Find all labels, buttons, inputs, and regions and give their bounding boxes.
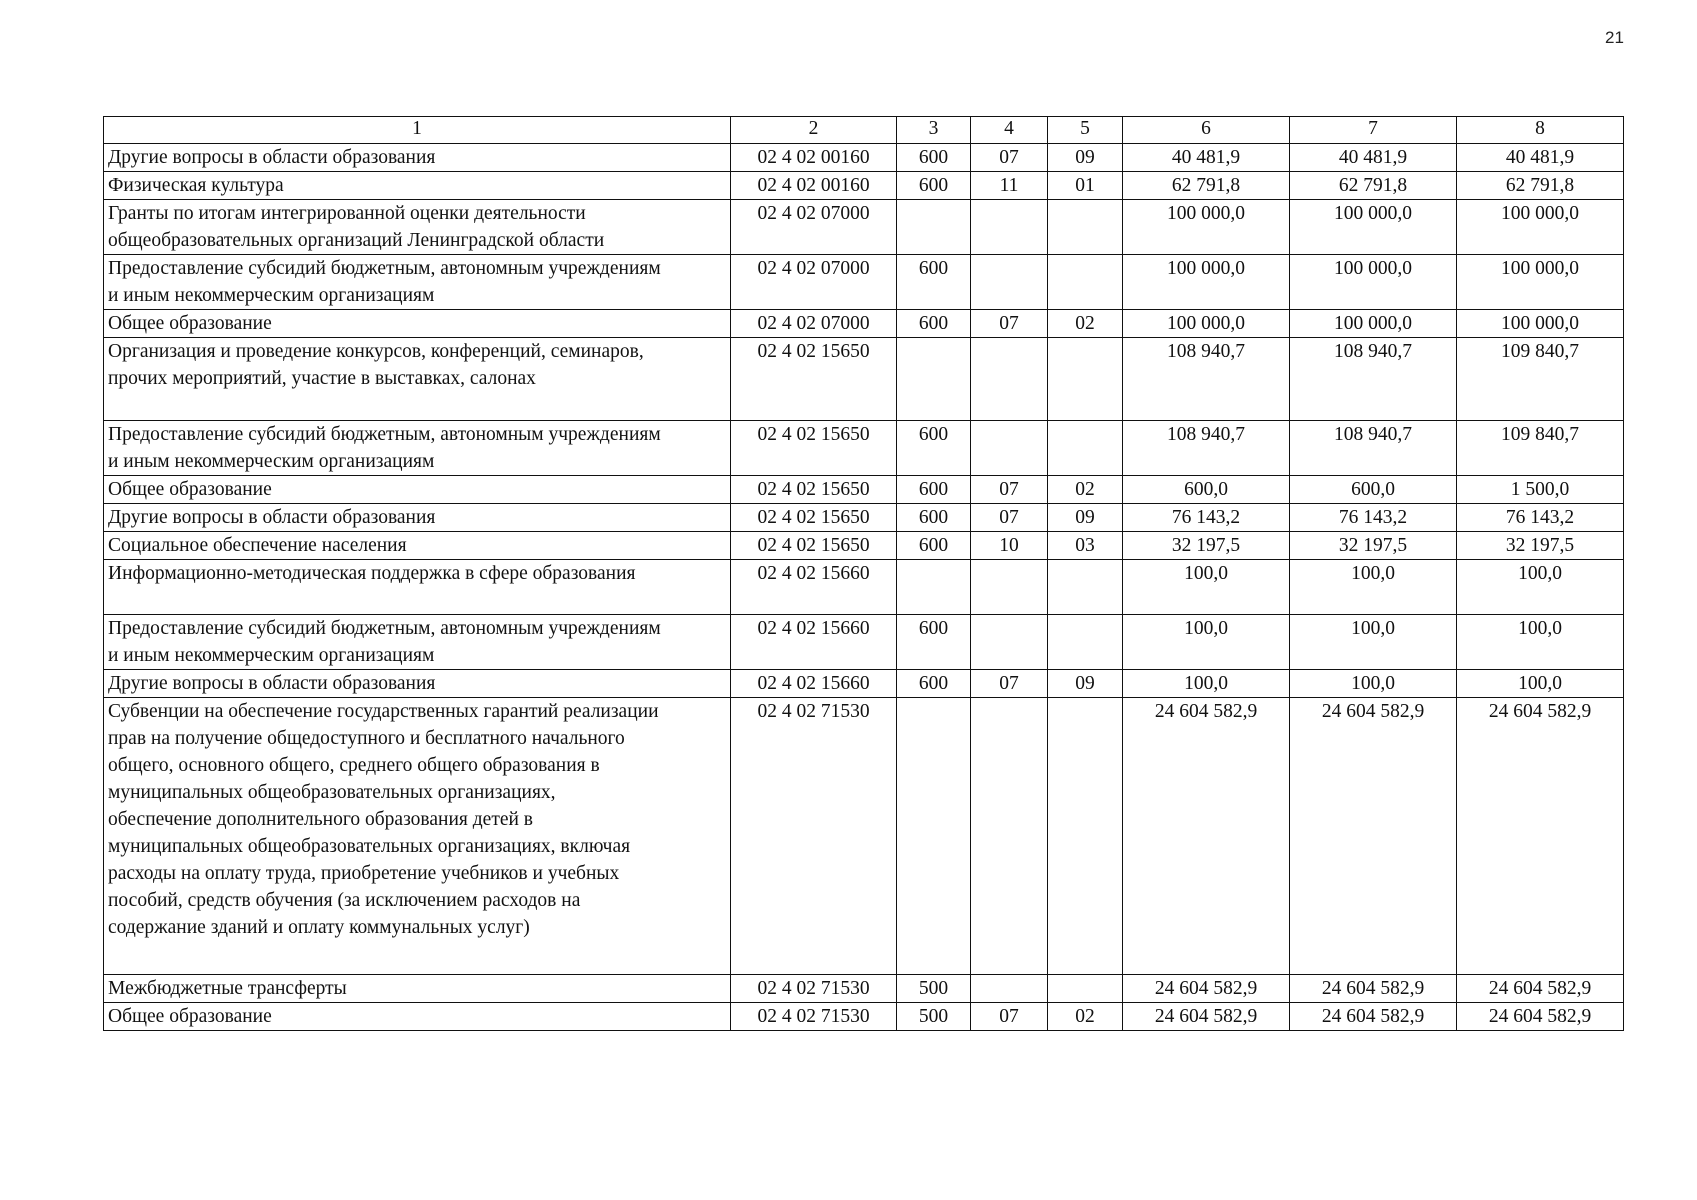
subsection-cell bbox=[1048, 338, 1123, 421]
table-row bbox=[104, 560, 1624, 615]
table-row bbox=[104, 144, 1624, 172]
amount-col6-cell: 100,0 bbox=[1123, 560, 1290, 615]
amount-col6-cell: 108 940,7 bbox=[1123, 338, 1290, 421]
expense-type-cell: 500 bbox=[897, 975, 971, 1003]
target-code-cell: 02 4 02 15650 bbox=[731, 476, 897, 504]
expense-type-cell bbox=[897, 560, 971, 615]
item-name-cell: Общее образование bbox=[104, 310, 731, 338]
section-cell: 07 bbox=[971, 144, 1048, 172]
target-code-cell: 02 4 02 15660 bbox=[731, 560, 897, 615]
target-code-cell: 02 4 02 07000 bbox=[731, 255, 897, 310]
expense-type-cell: 600 bbox=[897, 670, 971, 698]
item-name-cell: Другие вопросы в области образования bbox=[104, 144, 731, 172]
amount-col6-cell: 40 481,9 bbox=[1123, 144, 1290, 172]
target-code-cell: 02 4 02 15660 bbox=[731, 615, 897, 670]
amount-col8-cell: 32 197,5 bbox=[1457, 532, 1624, 560]
amount-col8-cell: 109 840,7 bbox=[1457, 338, 1624, 421]
table-row bbox=[104, 532, 1624, 560]
amount-col7-cell: 100,0 bbox=[1290, 615, 1457, 670]
section-cell: 07 bbox=[971, 476, 1048, 504]
amount-col8-cell: 109 840,7 bbox=[1457, 421, 1624, 476]
expense-type-cell: 600 bbox=[897, 144, 971, 172]
target-code-cell: 02 4 02 15660 bbox=[731, 670, 897, 698]
subsection-cell bbox=[1048, 255, 1123, 310]
expense-type-cell bbox=[897, 698, 971, 975]
target-code-cell: 02 4 02 07000 bbox=[731, 200, 897, 255]
subsection-cell bbox=[1048, 421, 1123, 476]
subsection-cell bbox=[1048, 200, 1123, 255]
item-name-cell: Межбюджетные трансферты bbox=[104, 975, 731, 1003]
item-name-cell: Гранты по итогам интегрированной оценки деятельности общеобразовательных организаций Ленинградской области bbox=[104, 200, 731, 255]
item-name-cell: Предоставление субсидий бюджетным, автономным учреждениям и иным некоммерческим организациям bbox=[104, 255, 731, 310]
subsection-cell bbox=[1048, 698, 1123, 975]
amount-col8-cell: 40 481,9 bbox=[1457, 144, 1624, 172]
amount-col6-cell: 108 940,7 bbox=[1123, 421, 1290, 476]
table-header-row bbox=[104, 117, 1624, 144]
table-row bbox=[104, 975, 1624, 1003]
section-cell: 10 bbox=[971, 532, 1048, 560]
amount-col7-cell: 40 481,9 bbox=[1290, 144, 1457, 172]
column-header: 8 bbox=[1457, 117, 1624, 144]
amount-col7-cell: 100,0 bbox=[1290, 670, 1457, 698]
amount-col6-cell: 100,0 bbox=[1123, 615, 1290, 670]
amount-col8-cell: 100 000,0 bbox=[1457, 200, 1624, 255]
section-cell bbox=[971, 615, 1048, 670]
amount-col7-cell: 100,0 bbox=[1290, 560, 1457, 615]
table-row bbox=[104, 421, 1624, 476]
amount-col7-cell: 24 604 582,9 bbox=[1290, 698, 1457, 975]
amount-col8-cell: 100 000,0 bbox=[1457, 310, 1624, 338]
item-name-cell: Предоставление субсидий бюджетным, автономным учреждениям и иным некоммерческим организациям bbox=[104, 421, 731, 476]
amount-col6-cell: 100 000,0 bbox=[1123, 310, 1290, 338]
column-header: 2 bbox=[731, 117, 897, 144]
subsection-cell: 09 bbox=[1048, 504, 1123, 532]
amount-col6-cell: 600,0 bbox=[1123, 476, 1290, 504]
amount-col7-cell: 100 000,0 bbox=[1290, 310, 1457, 338]
subsection-cell: 02 bbox=[1048, 310, 1123, 338]
section-cell bbox=[971, 560, 1048, 615]
column-header: 6 bbox=[1123, 117, 1290, 144]
item-name-cell: Информационно-методическая поддержка в сфере образования bbox=[104, 560, 731, 615]
expense-type-cell: 600 bbox=[897, 504, 971, 532]
item-name-cell: Организация и проведение конкурсов, конференций, семинаров, прочих мероприятий, участие в выставках, салонах bbox=[104, 338, 731, 421]
amount-col8-cell: 76 143,2 bbox=[1457, 504, 1624, 532]
subsection-cell: 09 bbox=[1048, 144, 1123, 172]
amount-col6-cell: 62 791,8 bbox=[1123, 172, 1290, 200]
subsection-cell bbox=[1048, 975, 1123, 1003]
target-code-cell: 02 4 02 07000 bbox=[731, 310, 897, 338]
amount-col8-cell: 24 604 582,9 bbox=[1457, 698, 1624, 975]
amount-col8-cell: 62 791,8 bbox=[1457, 172, 1624, 200]
subsection-cell bbox=[1048, 615, 1123, 670]
amount-col6-cell: 24 604 582,9 bbox=[1123, 1003, 1290, 1031]
expense-type-cell: 600 bbox=[897, 476, 971, 504]
target-code-cell: 02 4 02 71530 bbox=[731, 975, 897, 1003]
page-number: 21 bbox=[1605, 28, 1624, 47]
subsection-cell bbox=[1048, 560, 1123, 615]
item-name-cell: Физическая культура bbox=[104, 172, 731, 200]
amount-col7-cell: 108 940,7 bbox=[1290, 338, 1457, 421]
section-cell: 07 bbox=[971, 310, 1048, 338]
column-header: 1 bbox=[104, 117, 731, 144]
expense-type-cell bbox=[897, 200, 971, 255]
table-row bbox=[104, 200, 1624, 255]
item-name-cell: Социальное обеспечение населения bbox=[104, 532, 731, 560]
section-cell bbox=[971, 200, 1048, 255]
table-row bbox=[104, 255, 1624, 310]
item-name-cell: Другие вопросы в области образования bbox=[104, 504, 731, 532]
section-cell: 11 bbox=[971, 172, 1048, 200]
section-cell: 07 bbox=[971, 504, 1048, 532]
budget-table bbox=[103, 116, 1624, 1031]
section-cell bbox=[971, 255, 1048, 310]
amount-col7-cell: 76 143,2 bbox=[1290, 504, 1457, 532]
table-row bbox=[104, 310, 1624, 338]
expense-type-cell: 600 bbox=[897, 310, 971, 338]
amount-col7-cell: 24 604 582,9 bbox=[1290, 975, 1457, 1003]
target-code-cell: 02 4 02 15650 bbox=[731, 532, 897, 560]
section-cell: 07 bbox=[971, 1003, 1048, 1031]
table-row bbox=[104, 1003, 1624, 1031]
amount-col7-cell: 32 197,5 bbox=[1290, 532, 1457, 560]
amount-col8-cell: 100,0 bbox=[1457, 560, 1624, 615]
amount-col8-cell: 24 604 582,9 bbox=[1457, 975, 1624, 1003]
amount-col7-cell: 600,0 bbox=[1290, 476, 1457, 504]
table-row bbox=[104, 338, 1624, 421]
target-code-cell: 02 4 02 15650 bbox=[731, 338, 897, 421]
amount-col6-cell: 24 604 582,9 bbox=[1123, 975, 1290, 1003]
table-row bbox=[104, 698, 1624, 975]
target-code-cell: 02 4 02 00160 bbox=[731, 172, 897, 200]
column-header: 3 bbox=[897, 117, 971, 144]
table-row bbox=[104, 670, 1624, 698]
amount-col7-cell: 62 791,8 bbox=[1290, 172, 1457, 200]
expense-type-cell: 600 bbox=[897, 172, 971, 200]
amount-col7-cell: 24 604 582,9 bbox=[1290, 1003, 1457, 1031]
target-code-cell: 02 4 02 00160 bbox=[731, 144, 897, 172]
target-code-cell: 02 4 02 71530 bbox=[731, 1003, 897, 1031]
expense-type-cell: 600 bbox=[897, 615, 971, 670]
amount-col8-cell: 1 500,0 bbox=[1457, 476, 1624, 504]
amount-col8-cell: 100,0 bbox=[1457, 670, 1624, 698]
column-header: 4 bbox=[971, 117, 1048, 144]
amount-col6-cell: 100 000,0 bbox=[1123, 255, 1290, 310]
subsection-cell: 02 bbox=[1048, 476, 1123, 504]
expense-type-cell: 600 bbox=[897, 421, 971, 476]
target-code-cell: 02 4 02 71530 bbox=[731, 698, 897, 975]
item-name-cell: Общее образование bbox=[104, 1003, 731, 1031]
table-row bbox=[104, 504, 1624, 532]
amount-col8-cell: 24 604 582,9 bbox=[1457, 1003, 1624, 1031]
amount-col7-cell: 100 000,0 bbox=[1290, 200, 1457, 255]
section-cell bbox=[971, 975, 1048, 1003]
table-row bbox=[104, 172, 1624, 200]
table-row bbox=[104, 476, 1624, 504]
amount-col6-cell: 76 143,2 bbox=[1123, 504, 1290, 532]
section-cell bbox=[971, 698, 1048, 975]
subsection-cell: 02 bbox=[1048, 1003, 1123, 1031]
amount-col6-cell: 32 197,5 bbox=[1123, 532, 1290, 560]
amount-col6-cell: 100 000,0 bbox=[1123, 200, 1290, 255]
item-name-cell: Субвенции на обеспечение государственных гарантий реализации прав на получение общедоступного и бесплатного начального общего, основного общего, среднего общего образования в муниципальных общеобразовательных организациях, обеспечение дополнительного образования детей в муниципальных общеобразовательных организациях, включая расходы на оплату труда, приобретение учебников и учебных пособий, средств обучения (за исключением расходов на содержание зданий и оплату коммунальных услуг) bbox=[104, 698, 731, 975]
subsection-cell: 09 bbox=[1048, 670, 1123, 698]
column-header: 7 bbox=[1290, 117, 1457, 144]
section-cell: 07 bbox=[971, 670, 1048, 698]
target-code-cell: 02 4 02 15650 bbox=[731, 421, 897, 476]
section-cell bbox=[971, 338, 1048, 421]
expense-type-cell: 600 bbox=[897, 532, 971, 560]
table-row bbox=[104, 615, 1624, 670]
amount-col6-cell: 24 604 582,9 bbox=[1123, 698, 1290, 975]
item-name-cell: Другие вопросы в области образования bbox=[104, 670, 731, 698]
subsection-cell: 01 bbox=[1048, 172, 1123, 200]
expense-type-cell bbox=[897, 338, 971, 421]
amount-col7-cell: 108 940,7 bbox=[1290, 421, 1457, 476]
expense-type-cell: 600 bbox=[897, 255, 971, 310]
item-name-cell: Общее образование bbox=[104, 476, 731, 504]
section-cell bbox=[971, 421, 1048, 476]
amount-col7-cell: 100 000,0 bbox=[1290, 255, 1457, 310]
amount-col8-cell: 100 000,0 bbox=[1457, 255, 1624, 310]
target-code-cell: 02 4 02 15650 bbox=[731, 504, 897, 532]
item-name-cell: Предоставление субсидий бюджетным, автономным учреждениям и иным некоммерческим организациям bbox=[104, 615, 731, 670]
subsection-cell: 03 bbox=[1048, 532, 1123, 560]
amount-col6-cell: 100,0 bbox=[1123, 670, 1290, 698]
amount-col8-cell: 100,0 bbox=[1457, 615, 1624, 670]
expense-type-cell: 500 bbox=[897, 1003, 971, 1031]
column-header: 5 bbox=[1048, 117, 1123, 144]
